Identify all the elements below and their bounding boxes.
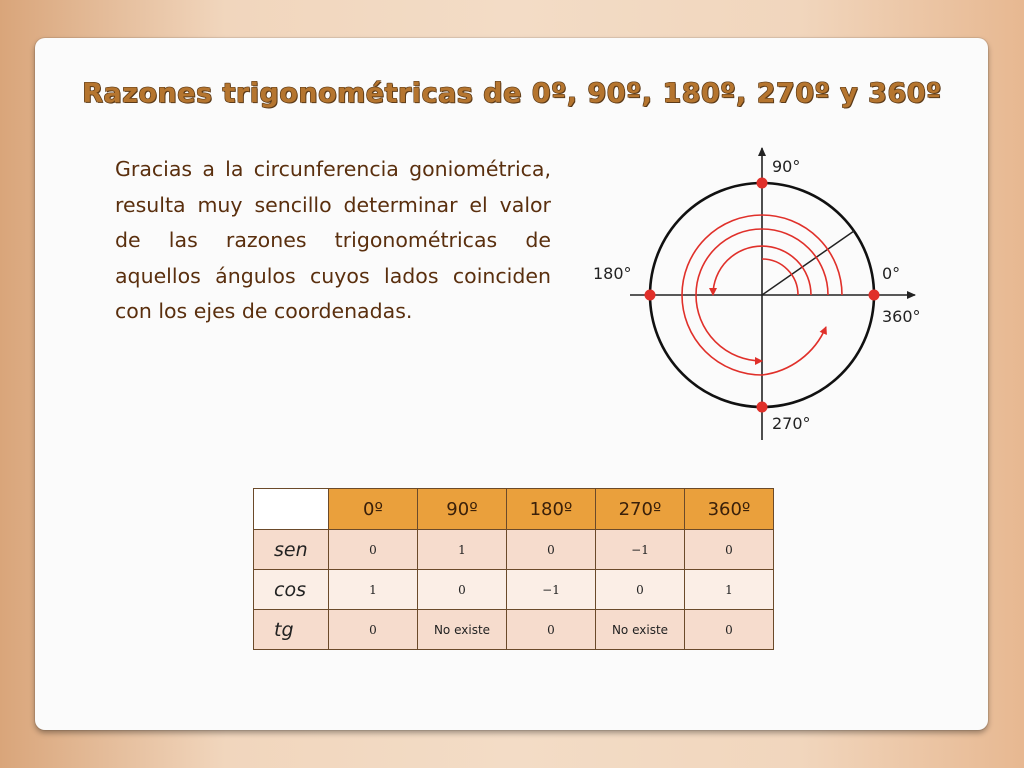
header-360: 360º	[685, 489, 774, 530]
table-row	[254, 610, 774, 650]
table-cell: −1	[596, 530, 685, 570]
table-cell: No existe	[596, 610, 685, 650]
table-cell: 0	[418, 570, 507, 610]
table-cell: 1	[418, 530, 507, 570]
unit-circle-diagram	[585, 140, 935, 440]
table-cell: 0	[685, 610, 774, 650]
point-180	[645, 290, 656, 301]
row-label-cos: cos	[254, 570, 329, 610]
table-header-row	[254, 489, 774, 530]
header-180: 180º	[507, 489, 596, 530]
header-270: 270º	[596, 489, 685, 530]
label-270: 270°	[772, 414, 811, 433]
table-cell: 0	[685, 530, 774, 570]
row-label-sen: sen	[254, 530, 329, 570]
table-corner-cell	[254, 489, 329, 530]
header-90: 90º	[418, 489, 507, 530]
table-cell: −1	[507, 570, 596, 610]
radius-line	[762, 231, 854, 295]
row-label-tg: tg	[254, 610, 329, 650]
point-90	[757, 178, 768, 189]
table-cell: 0	[507, 610, 596, 650]
table-row	[254, 570, 774, 610]
header-0: 0º	[329, 489, 418, 530]
table-cell: 1	[329, 570, 418, 610]
label-90: 90°	[772, 157, 801, 176]
label-0: 0°	[882, 264, 901, 283]
slide-title: Razones trigonométricas de 0º, 90º, 180º, 270º y 360º	[82, 78, 942, 109]
label-360: 360°	[882, 307, 921, 326]
table-cell: 0	[507, 530, 596, 570]
table-cell: 0	[329, 610, 418, 650]
label-180: 180°	[593, 264, 632, 283]
arc-90	[762, 259, 798, 295]
trig-values-table	[253, 488, 774, 650]
point-0	[869, 290, 880, 301]
table-cell: 0	[329, 530, 418, 570]
table-cell: 0	[596, 570, 685, 610]
table-cell: 1	[685, 570, 774, 610]
table-row	[254, 530, 774, 570]
point-270	[757, 402, 768, 413]
table-cell: No existe	[418, 610, 507, 650]
body-paragraph: Gracias a la circunferencia goniométrica, resulta muy sencillo determinar el valor de las razones trigonométricas de aquellos ángulos cuyos lados coinciden con los ejes de coordenadas.	[115, 157, 551, 323]
